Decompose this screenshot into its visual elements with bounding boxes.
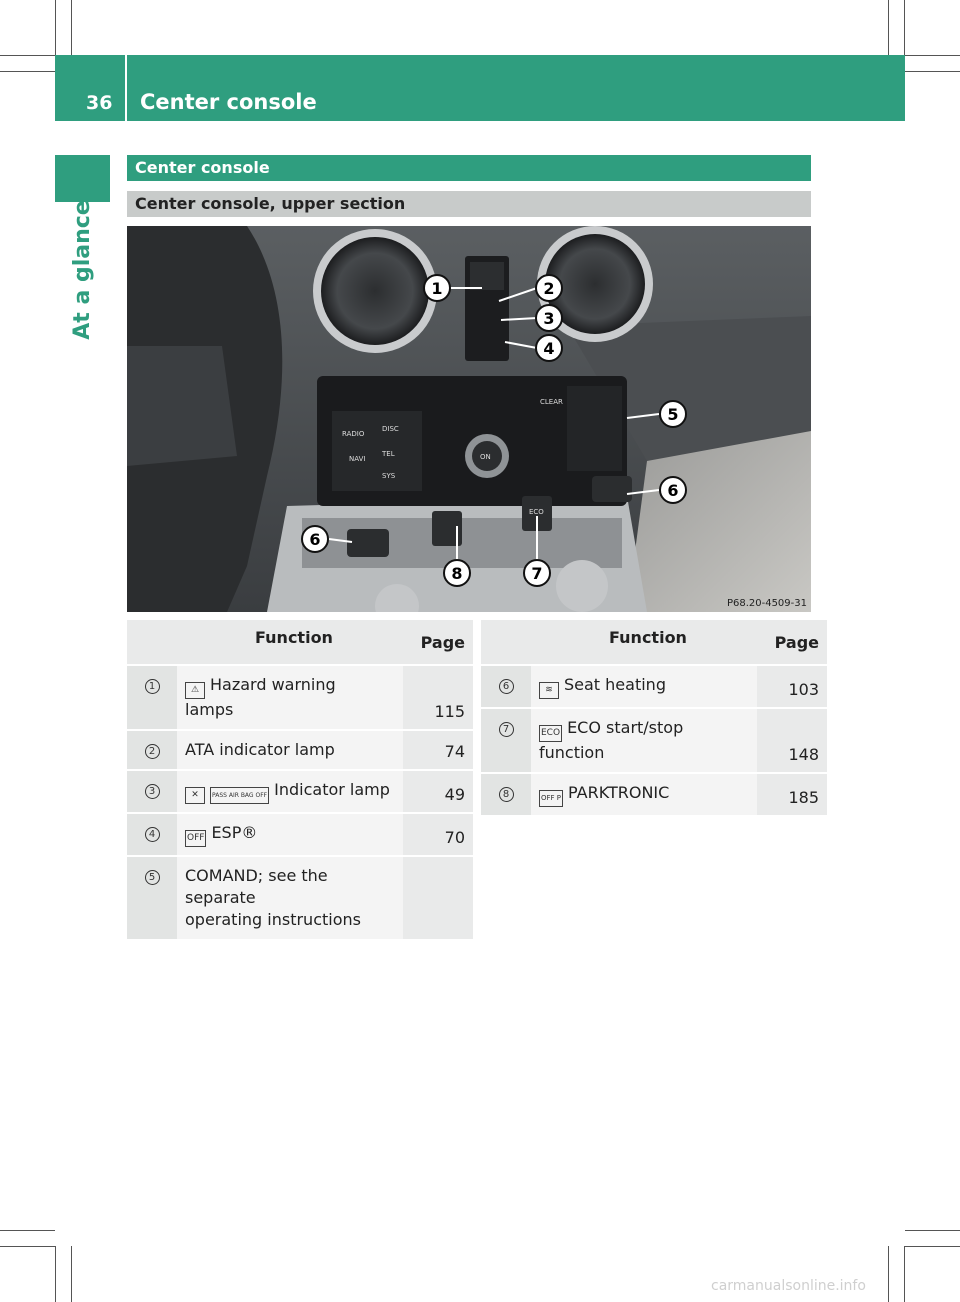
svg-text:4: 4 [543,339,555,358]
header-divider [125,55,127,121]
section-title: Center console [127,155,811,181]
crop-mark [905,1230,960,1231]
svg-text:3: 3 [543,309,555,328]
callout-1 [424,275,450,301]
callout-6-right [660,477,686,503]
row-number: 2 [145,744,160,759]
table-row [481,664,827,707]
page-ref: 148 [757,707,827,772]
on-button-label: ON [480,453,491,461]
callout-7 [524,560,550,586]
row-number: 6 [499,679,514,694]
crop-mark [904,1246,905,1302]
callout-6-left [302,526,328,552]
table-row [127,729,473,769]
crop-mark [888,0,889,55]
page-ref: 49 [403,769,473,812]
eco-button-label: ECO [529,508,544,516]
crop-mark [905,71,960,72]
parktronic-off-icon: OFF P [539,790,563,807]
crop-mark [0,1230,55,1231]
crop-mark [888,1246,889,1302]
page-ref: 70 [403,812,473,855]
crop-mark [0,71,55,72]
table-row [127,664,473,729]
callout-5 [660,401,686,427]
crop-mark [904,0,905,55]
page-number: 36 [86,92,113,114]
header-function: Function [177,620,403,664]
photo-reference: P68.20-4509-31 [726,598,807,609]
row-number: 1 [145,679,160,694]
page-ref [403,855,473,939]
seat-heating-icon: ≋ [539,682,559,699]
function-text-line2: operating instructions [185,910,361,929]
crop-mark [55,0,56,55]
function-table-left [127,620,473,939]
table-header-row [481,620,827,664]
svg-text:2: 2 [543,279,555,298]
table-row [481,772,827,815]
page-ref: 103 [757,664,827,707]
row-number: 3 [145,784,160,799]
header-function: Function [531,620,757,664]
function-text-line2: function [539,743,605,762]
header-page: Page [403,620,473,664]
crop-mark [0,55,55,56]
table-row [127,769,473,812]
row-number: 4 [145,827,160,842]
header-num [127,620,177,664]
table-row [127,855,473,939]
function-text: ATA indicator lamp [185,740,335,759]
crop-mark [0,1246,55,1247]
callout-2 [536,275,562,301]
row-number: 8 [499,787,514,802]
svg-text:5: 5 [667,405,679,424]
child-seat-icon: ✕ [185,787,205,804]
function-text: PARKTRONIC [568,783,670,802]
function-text-line2: lamps [185,700,234,719]
clear-button-label: CLEAR [540,398,563,406]
page-title: Center console [140,90,317,114]
side-tab-label: At a glance [70,200,95,340]
subsection-title: Center console, upper section [127,191,811,217]
function-text: ECO start/stop [567,718,684,737]
crop-mark [71,1246,72,1302]
watermark: carmanualsonline.info [711,1278,866,1294]
pass-airbag-off-icon: PASS AIR BAG OFF [210,787,269,804]
callout-3 [536,305,562,331]
function-text: ESP® [211,823,258,842]
function-text: Hazard warning [210,675,336,694]
svg-text:1: 1 [431,279,443,298]
radio-button-label: RADIO [342,430,365,438]
function-text: COMAND; see the separate [185,866,328,907]
page-ref: 74 [403,729,473,769]
table-header-row [127,620,473,664]
header-num [481,620,531,664]
crop-mark [905,55,960,56]
hazard-warning-icon: ⚠ [185,682,205,699]
row-number: 7 [499,722,514,737]
sys-button-label: SYS [382,472,396,480]
svg-text:8: 8 [451,564,463,583]
table-row [127,812,473,855]
page-ref: 115 [403,664,473,729]
function-table-right [481,620,827,815]
row-number: 5 [145,870,160,885]
crop-mark [55,1246,56,1302]
tel-button-label: TEL [382,450,395,458]
center-console-photo [127,226,811,612]
page-ref: 185 [757,772,827,815]
esp-off-icon: OFF [185,830,206,847]
crop-mark [905,1246,960,1247]
callout-4 [536,335,562,361]
callout-8 [444,560,470,586]
function-text: Indicator lamp [274,780,390,799]
navi-button-label: NAVI [349,455,366,463]
disc-button-label: DISC [382,425,399,433]
svg-text:7: 7 [531,564,543,583]
svg-text:6: 6 [309,530,321,549]
svg-text:6: 6 [667,481,679,500]
crop-mark [71,0,72,55]
function-text: Seat heating [564,675,666,694]
header-page: Page [757,620,827,664]
table-row [481,707,827,772]
eco-icon: ECO [539,725,562,742]
